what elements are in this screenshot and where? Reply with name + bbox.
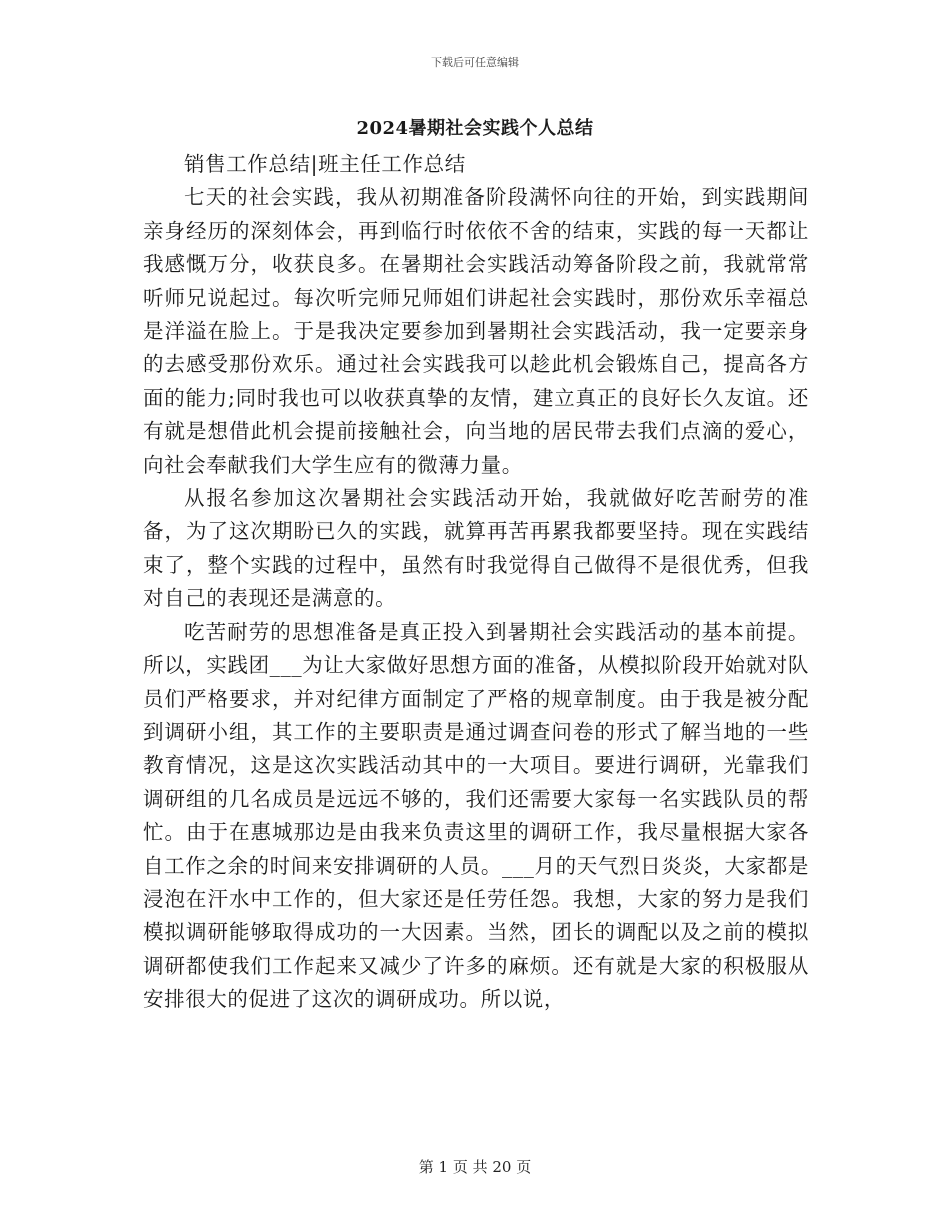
paragraph-3: 吃苦耐劳的思想准备是真正投入到暑期社会实践活动的基本前提。所以，实践团___为让大家做好思想方面的准备，从模拟阶段开始就对队员们严格要求，并对纪律方面制定了严格的规章制度。由于我是被分配到调研小组，其工作的主要职责是通过调查问卷的形式了解当地的一些教育情况，这是这次实践活动其中的一大项目。要进行调研，光靠我们调研组的几名成员是远远不够的，我们还需要大家每一名实践队员的帮忙。由于在惠城那边是由我来负责这里的调研工作，我尽量根据大家各自工作之余的时间来安排调研的人员。___月的天气烈日炎炎，大家都是浸泡在汗水中工作的，但大家还是任劳任怨。我想，大家的努力是我们模拟调研能够取得成功的一大因素。当然，团长的调配以及之前的模拟调研都使我们工作起来又减少了许多的麻烦。还有就是大家的积极服从安排很大的促进了这次的调研成功。所以说， [143,619,809,1012]
document-title: 2024暑期社会实践个人总结 [356,118,594,139]
page-number: 第 1 页 共 20 页 [418,1158,532,1176]
paragraph-2: 从报名参加这次暑期社会实践活动开始，我就做好吃苦耐劳的准备，为了这次期盼已久的实践，就算再苦再累我都要坚持。现在实践结束了，整个实践的过程中，虽然有时我觉得自己做得不是很优秀，但我对自己的表现还是满意的。 [143,486,809,611]
document-subtitle: 销售工作总结|班主任工作总结 [184,152,466,176]
page-header-note: 下载后可任意编辑 [431,56,519,69]
document-body [143,148,809,1017]
paragraph-1: 七天的社会实践，我从初期准备阶段满怀向往的开始，到实践期间亲身经历的深刻体会，再到临行时依依不舍的结束，实践的每一天都让我感慨万分，收获良多。在暑期社会实践活动筹备阶段之前，我就常常听师兄说起过。每次听完师兄师姐们讲起社会实践时，那份欢乐幸福总是洋溢在脸上。于是我决定要参加到暑期社会实践活动，我一定要亲身的去感受那份欢乐。通过社会实践我可以趁此机会锻炼自己，提高各方面的能力;同时我也可以收获真挚的友情，建立真正的良好长久友谊。还有就是想借此机会提前接触社会，向当地的居民带去我们点滴的爱心，向社会奉献我们大学生应有的微薄力量。 [143,185,809,477]
